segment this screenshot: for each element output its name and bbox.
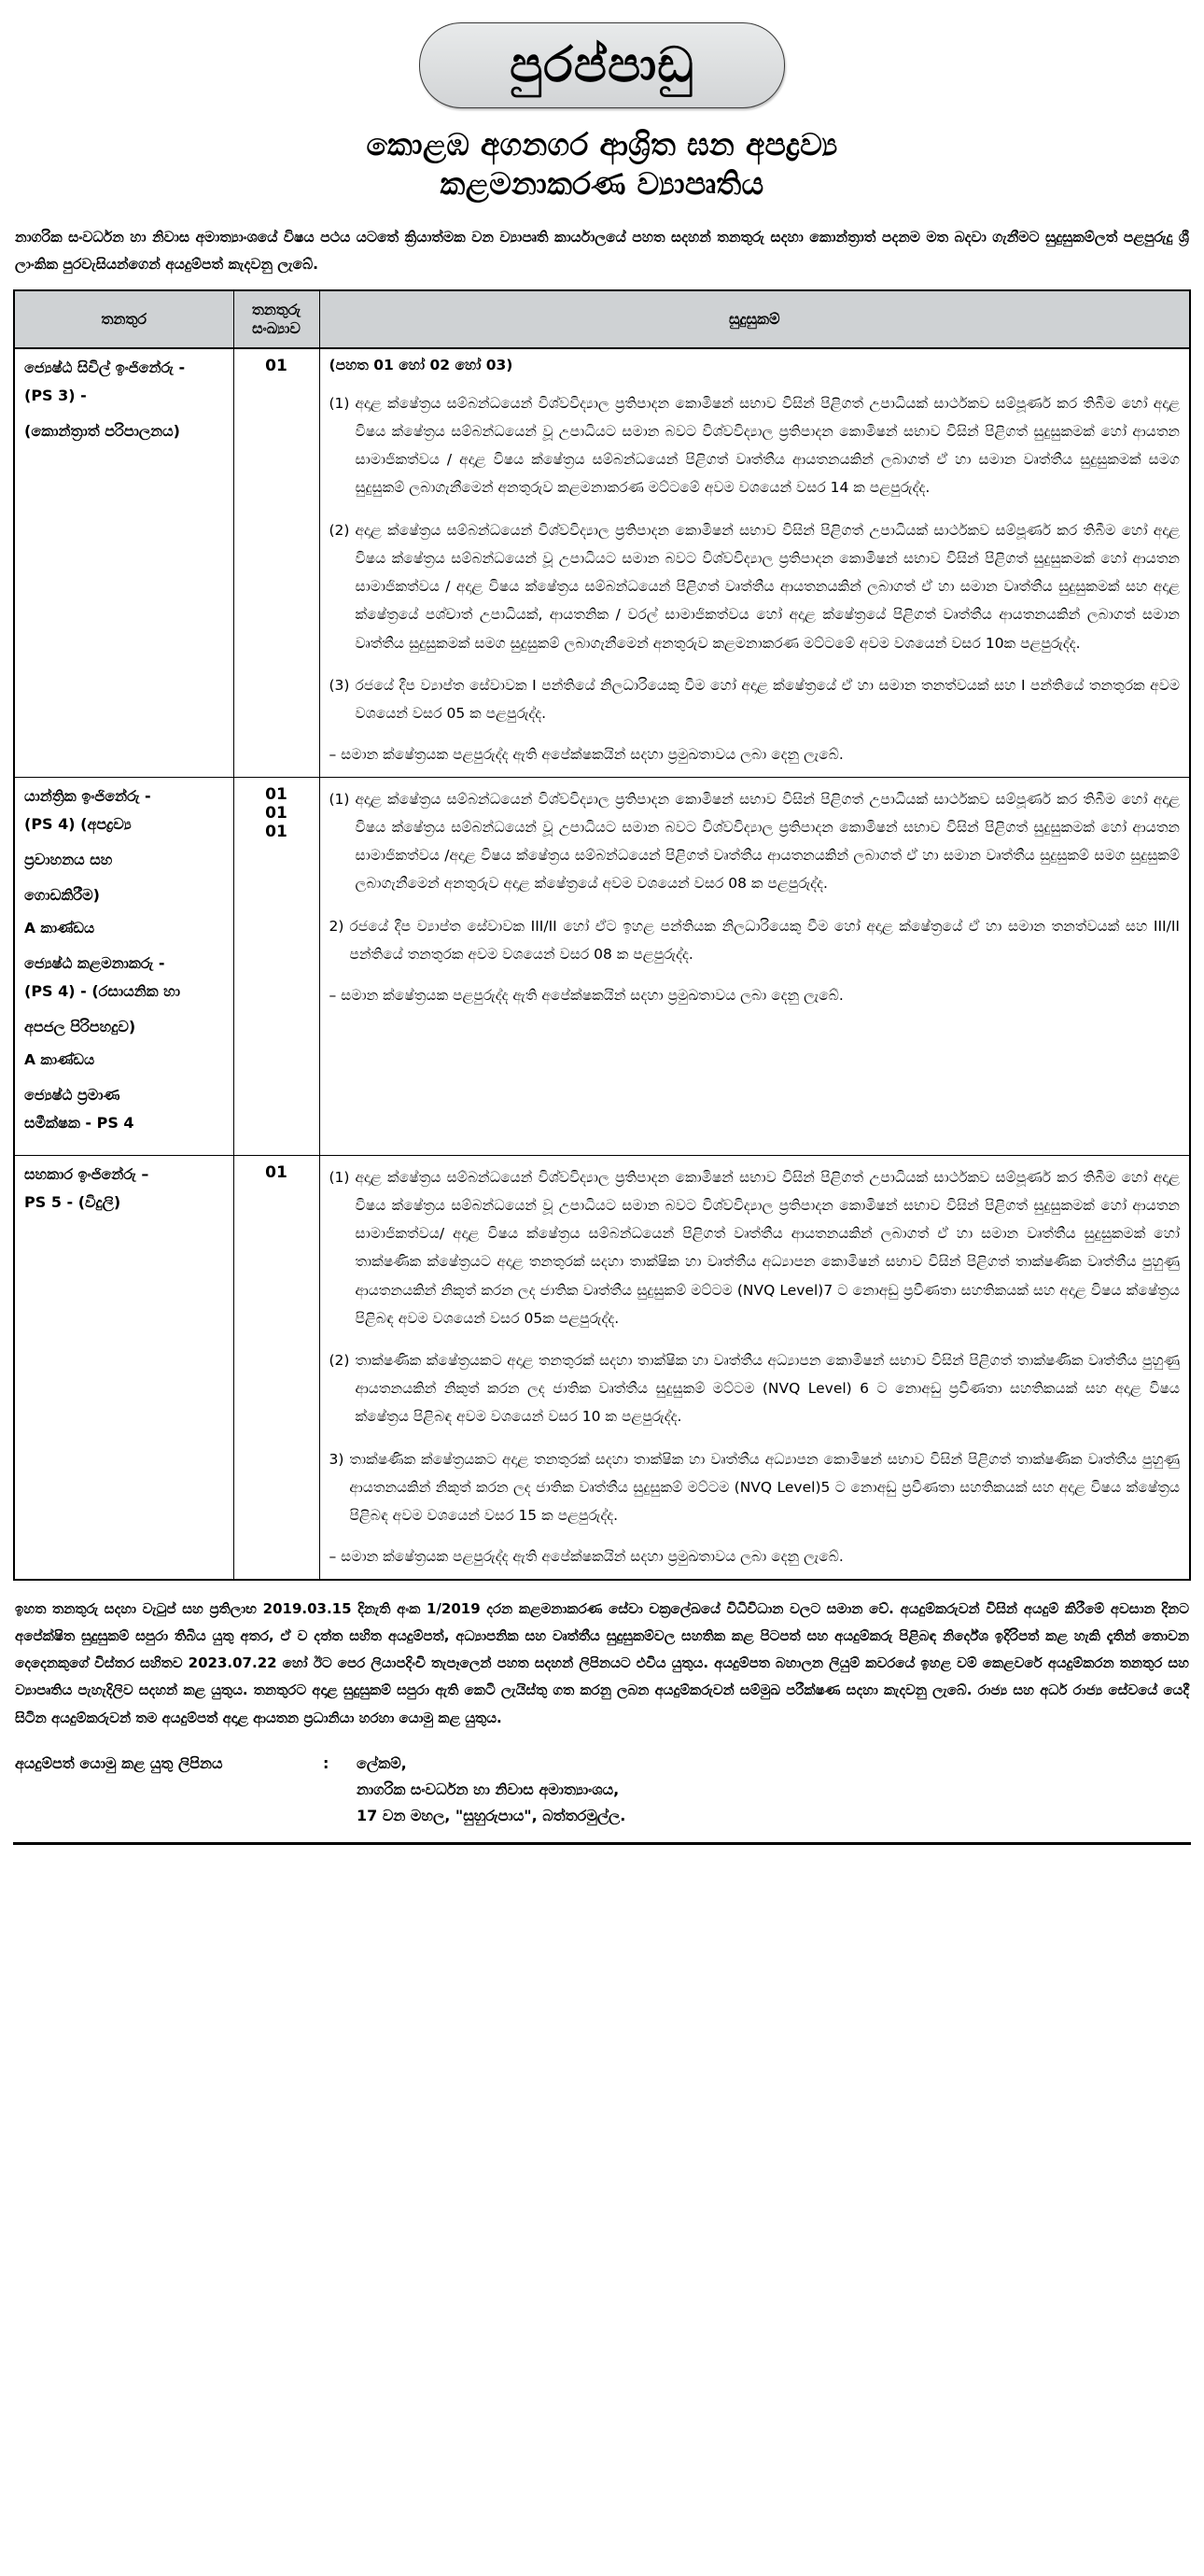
column-header-count-line1: තනතුරු: [251, 300, 301, 318]
post-grade: A කාණ්ඩය: [24, 1050, 95, 1068]
post-count-1: 01: [265, 784, 287, 804]
qualification-text: තාක්ෂණික ක්ෂේත්‍රයකට අදාළ තනතුරක් සදහා තාක්ෂික හා වෘත්තීය අධ්‍යාපන කොමිෂන් සභාව විසින් පිළිගත් තාක්ෂණික වෘත්තීය පුහුණු ආයතනයකින් නිකුත් කරන ලද ජාතික වෘත්තීය සුදුසුකම් මට්ටම (NVQ Level) 6 ට නොඅඩු ප්‍රවීණතා සහතිකයක් සහ අදාළ විෂය ක්ෂේත්‍රය පිළිබඳ අවම වශයෙන් වසර 10 ක පළපුරුද්ද.: [355, 1351, 1180, 1426]
post-count-2: 01: [265, 803, 287, 823]
post-title: සහකාර ඉංජිනේරු –: [24, 1164, 149, 1183]
qualification-text: රජයේ දීප ව්‍යාප්ත සේවාවක I පන්තියේ නිලධාරියෙකු වීම හෝ අදාළ ක්ෂේත්‍රයේ ඒ හා සමාන තනත්වයක් සහ I පන්තියේ තනතුරක අවම වශයෙන් වසර 05 ක පළපුරුද්ද.: [355, 676, 1180, 722]
application-deadline-date: 2023.07.22: [188, 1654, 277, 1672]
qualification-note: – සමාන ක්ෂේත්‍රයක පළපුරුද්ද ඇති අපේක්ෂකයින් සදහා ප්‍රමුඛතාවය ලබා දෙනු ලැබේ.: [329, 746, 844, 764]
post-cell: [14, 777, 233, 1155]
post-subtitle-1: (PS 3) -: [24, 386, 87, 404]
table-body: [14, 348, 1190, 1580]
qualification-text: අදාළ ක්ෂේත්‍රය සම්බන්ධයෙන් විශ්වවිද්‍යාල ප්‍රතිපාදන කොමිෂන් සභාව විසින් පිළිගත් උපාධියක් සාර්ථකව සම්පූර්ණ කර තිබීම හෝ අදාළ විෂය ක්ෂේත්‍රය සම්බන්ධයෙන් වූ උපාධියට සමාන බවට විශ්වවිද්‍යාල ප්‍රතිපාදන කොමිෂන් සභාව විසින් පිළිගත් සුදුසුකමක් හෝ ආයතන සාමාජිකත්වය / අදාළ විෂය ක්ෂේත්‍රය සම්බන්ධයෙන් පිළිගත් වෘත්තීය ආයතනයකින් ලබාගත් ඒ හා සමාන වෘත්තීය සුදුසුකමක් සමග සුදුසුකම් ලබාගැනීමෙන් අනතුරුව කළමනාකරණ මට්ටමේ අවම වශයෙන් වසර 14 ක පළපුරුද්ද.: [355, 394, 1180, 497]
qualification-item: [329, 1445, 1181, 1530]
post-count-3: 01: [265, 822, 287, 841]
qualification-marker: 2): [329, 917, 344, 935]
post-subtitle-1: සමීක්ෂක - PS 4: [24, 1113, 134, 1132]
post-count-cell: 01: [233, 1155, 319, 1580]
post-title: ජ්‍යෙෂ්ඨ ප්‍රමාණ: [24, 1085, 120, 1104]
instructions-part-3: තනතුරට අදාළ සුදුසුකම් සපුරා ඇති කෙටි ලැයිස්තු ගත කරනු ලබන අයදුම්කරුවන් සම්මුඛ පරීක්ෂණ සදහා කැදවනු ලැබේ. රාජ්‍ය සහ අර්ධ රාජ්‍ය සේවයේ යෙදී සිටින අයදුම්කරුවන් තම අයදුම්පත් අදාළ ආයතන ප්‍රධානියා හරහා යොමු කළ යුතුය.: [15, 1682, 1189, 1726]
post-subtitle-3: ගොඩකිරීම): [24, 885, 100, 904]
qualification-marker: (1): [329, 790, 350, 808]
qualification-text: තාක්ෂණික ක්ෂේත්‍රයකට අදාළ තනතුරක් සදහා තාක්ෂික හා වෘත්තීය අධ්‍යාපන කොමිෂන් සභාව විසින් පිළිගත් තාක්ෂණික වෘත්තීය පුහුණු ආයතනයකින් නිකුත් කරන ලද ජාතික වෘත්තීය සුදුසුකම් මට්ටම (NVQ Level)5 ට නොඅඩු ප්‍රවීණතා සහතිකයක් සහ අදාළ විෂය ක්ෂේත්‍රය පිළිබඳ අවම වශයෙන් වසර 15 ක පළපුරුද්ද.: [349, 1450, 1180, 1525]
address-lines: [357, 1751, 1189, 1829]
qualification-item: [329, 389, 1181, 502]
column-header-qualifications: සුදුසුකම්: [319, 290, 1190, 348]
post-subtitle-1: (PS 4) (අපද්‍රව්‍ය: [24, 814, 132, 833]
qualification-text: රජයේ දීප ව්‍යාප්ත සේවාවක III/II හෝ ඒට ඉහළ පන්තියක නිලධාරියෙකු වීම හෝ අදාළ ක්ෂේත්‍රයේ ඒ හා සමාන තනත්වයක් සහ III/II පන්තියේ තනතුරක අවම වශයෙන් වසර 08 ක පළපුරුද්ද.: [349, 917, 1180, 963]
qualification-marker: (2): [329, 521, 350, 539]
column-header-count-line2: සංඛ්‍යාව: [252, 318, 301, 337]
vacancy-table: [13, 289, 1191, 1581]
address-line-2: නාගරික සංවර්ධන හා නිවාස අමාත්‍යාංශය,: [357, 1780, 620, 1798]
banner-title: පුරප්පාඩු: [510, 37, 694, 93]
address-line-3: 17 වන මහල, "සුහුරුපාය", බත්තරමුල්ල.: [357, 1806, 626, 1824]
instructions-emphasis: අයදුම්පත බහාලන ලියුම් කවරයේ ඉහළ වම් කෙළවරේ අයදුම්කරන තනතුර සහ ව්‍යාපෘතිය පැහැදිලිව සදහන් කළ යුතුය.: [15, 1654, 1189, 1699]
post-grade: A කාණ්ඩය: [24, 919, 95, 936]
qualification-marker: (3): [329, 676, 350, 694]
table-row: [14, 348, 1190, 777]
project-title-block: [13, 125, 1191, 204]
qualification-marker: (2): [329, 1351, 350, 1369]
post-cell: [14, 1155, 233, 1580]
post-title: ජ්‍යෙෂ්ඨ කළමනාකරු -: [24, 953, 165, 972]
banner-container: [13, 0, 1191, 108]
bottom-divider: [13, 1842, 1191, 1845]
column-header-post: තනතුර: [14, 290, 233, 348]
project-title-line-1: කොළඹ අගනගර ආශ්‍රිත ඝන අපද්‍රව්‍ය: [366, 126, 838, 162]
post-count-cell: 01: [233, 348, 319, 777]
post-title: යාන්ත්‍රික ඉංජිනේරු -: [24, 786, 151, 805]
qualification-marker: 3): [329, 1450, 344, 1468]
post-cell: [14, 348, 233, 777]
post-subtitle-2: ප්‍රවාහනය සහ: [24, 850, 113, 868]
qualification-marker: (1): [329, 394, 350, 412]
qualifications-cell: [319, 1155, 1190, 1580]
post-subtitle-2: (කොන්ත්‍රාත් පරිපාලනය): [24, 421, 180, 440]
qualification-item: [329, 1163, 1181, 1332]
qualification-item: [329, 516, 1181, 657]
address-colon: :: [323, 1753, 329, 1772]
qualification-note: – සමාන ක්ෂේත්‍රයක පළපුරුද්ද ඇති අපේක්ෂකයින් සදහා ප්‍රමුඛතාවය ලබා දෙනු ලැබේ.: [329, 1548, 844, 1566]
address-line-1: ලේකම්,: [357, 1753, 407, 1772]
qualifications-cell: [319, 777, 1190, 1155]
qualification-text: අදාළ ක්ෂේත්‍රය සම්බන්ධයෙන් විශ්වවිද්‍යාල ප්‍රතිපාදන කොමිෂන් සභාව විසින් පිළිගත් උපාධියක් සාර්ථකව සම්පූර්ණ කර තිබීම හෝ අදාළ විෂය ක්ෂේත්‍රය සම්බන්ධයෙන් වූ උපාධියට සමාන බවට විශ්වවිද්‍යාල ප්‍රතිපාදන කොමිෂන් සභාව විසින් පිළිගත් සුදුසුකමක් හෝ ආයතන සාමාජිකත්වය / අදාළ විෂය ක්ෂේත්‍රය සම්බන්ධයෙන් පිළිගත් වෘත්තීය ආයතනයකින් ලබාගත් ඒ හා සමාන වෘත්තීය සුදුසුකමක් සහ අදාළ ක්ෂේත්‍රයේ පශ්චාත් උපාධියක්, ආයතනික / වරල් සාමාජිකත්වය හෝ අදාළ ක්ෂේත්‍රයේ පිළිගත් වෘත්තීය ආයතනයකින් ලබාගත් සමාන වෘත්තීය සුදුසුකමක් සමග සුදුසුකම් ලබාගැනීමෙන් අනතුරුව කළමනාකරණ මට්ටමේ අවම වශයෙන් වසර 10ක පළපුරුද්ද.: [355, 521, 1180, 652]
qualification-note: – සමාන ක්ෂේත්‍රයක පළපුරුද්ද ඇති අපේක්ෂකයින් සදහා ප්‍රමුඛතාවය ලබා දෙනු ලැබේ.: [329, 986, 844, 1004]
address-label: අයදුම්පත් යොමු කළ යුතු ලිපිනය: [15, 1753, 223, 1772]
qualification-text: අදාළ ක්ෂේත්‍රය සම්බන්ධයෙන් විශ්වවිද්‍යාල ප්‍රතිපාදන කොමිෂන් සභාව විසින් පිළිගත් උපාධියක් සාර්ථකව සම්පූර්ණ කර තිබීම හෝ අදාළ විෂය ක්ෂේත්‍රය සම්බන්ධයෙන් වූ උපාධියට සමාන බවට විශ්වවිද්‍යාල ප්‍රතිපාදන කොමිෂන් සභාව විසින් පිළිගත් සුදුසුකමක් හෝ ආයතන සාමාජිකත්වය/ අදාළ විෂය ක්ෂේත්‍රය සම්බන්ධයෙන් පිළිගත් වෘත්තීය ආයතනයකින් ලබාගත් ඒ හා සමාන වෘත්තීය සුදුසුකමක් හෝ තාක්ෂණික ක්ෂේත්‍රයට අදාළ තනතුරක් සදහා තාක්ෂික හා වෘත්තීය අධ්‍යාපන කොමිෂන් සභාව විසින් පිළිගත් තාක්ෂණික වෘත්තීය පුහුණු ආයතනයකින් නිකුත් කරන ලද ජාතික වෘත්තීය සුදුසුකම් මට්ටම (NVQ Level)7 ට නොඅඩු ප්‍රවීණතා සහතිකයක් සහ අදාළ විෂය ක්ෂේත්‍රය පිළිබඳ අවම වශයෙන් වසර 05ක පළපුරුද්ද.: [355, 1168, 1180, 1327]
column-header-count: [233, 290, 319, 348]
qualifications-cell: [319, 348, 1190, 777]
qualification-text: අදාළ ක්ෂේත්‍රය සම්බන්ධයෙන් විශ්වවිද්‍යාල ප්‍රතිපාදන කොමිෂන් සභාව විසින් පිළිගත් උපාධියක් සාර්ථකව සම්පූර්ණ කර තිබීම හෝ අදාළ විෂය ක්ෂේත්‍රය සම්බන්ධයෙන් වූ උපාධියට සමාන බවට විශ්වවිද්‍යාල ප්‍රතිපාදන කොමිෂන් සභාව විසින් පිළිගත් සුදුසුකමක් හෝ ආයතන සාමාජිකත්වය /අදාළ විෂය ක්ෂේත්‍රය සම්බන්ධයෙන් පිළිගත් වෘත්තීය ආයතනයකින් ලබාගත් ඒ හා සමාන වෘත්තීය සුදුසුකම් සමග සුදුසුකම් ලබාගැනීමෙන් අනතුරුව අදාළ ක්ෂේත්‍රයේ අවම වශයෙන් වසර 08 ක පළපුරුද්ද.: [355, 790, 1180, 893]
project-title-line-2: කළමනාකරණ ව්‍යාපෘතිය: [440, 165, 764, 203]
qualification-heading: (පහත 01 හෝ 02 හෝ 03): [329, 356, 513, 373]
table-header-row: [14, 290, 1190, 348]
post-subtitle-1: PS 5 - (විදුලි): [24, 1192, 121, 1211]
post-count-stack: [244, 785, 310, 841]
post-subtitle-1: (PS 4) - (රසායනික හා: [24, 981, 181, 1000]
qualification-item: [329, 671, 1181, 727]
qualification-item: [329, 1346, 1181, 1431]
post-count-cell: [233, 777, 319, 1155]
instructions-part-2: හෝ ඊට පෙර ලියාපදිංචි තැපෑලෙන් පහත සදහන් ලිපිනයට එවිය යුතුය.: [276, 1654, 715, 1672]
post-subtitle-2: අපජල පිරිපහදුව): [24, 1017, 136, 1035]
vacancies-banner: [419, 22, 785, 108]
instructions-part-1: ඉහත තනතුරු සදහා වැටුප් සහ ප්‍රතිලාභ 2019.03.15 දිනැති අංක 1/2019 දරන කළමනාකරණ සේවා චක්‍රලේඛයේ විධිවිධාන වලට සමාන වේ. අයදුම්කරුවන් විසින් අයදුම් කිරීමේ අවසාන දිනට අපේක්ෂිත සුදුසුකම් සපුරා තිබිය යුතු අතර, ඒ ව දත්ත සහිත අයදුම්පත්, අධ්‍යාපනික සහ වෘත්තීය සුදුසුකම්වල සහතික කළ පිටපත් සහ අයදුම්කරු පිළිබඳ නිර්දේශ ඉදිරිපත් කළ හැකි දෑතින් තොවන දෙදෙනකුගේ විස්තර සහිතව: [15, 1599, 1189, 1672]
submission-address-block: [15, 1751, 1189, 1829]
qualification-item: [329, 785, 1181, 898]
intro-paragraph: නාගරික සංවර්ධන හා නිවාස අමාත්‍යාංශයේ විෂය පථය යටතේ ක්‍රියාත්මක වන ව්‍යාපෘති කාර්යාලයේ පහත සදහන් තනතුරු සදහා කොන්ත්‍රාත් පදනම මත බදවා ගැනීමට සුදුසුකම්ලත් පළපුරුදු ශ්‍රී ලාංකික පුරවැසියන්ගෙන් අයදුම්පත් කැදවනු ලැබේ.: [15, 229, 1189, 274]
post-title: ජ්‍යෙෂ්ඨ සිවිල් ඉංජිනේරු -: [24, 358, 186, 376]
application-instructions-paragraph: [15, 1596, 1189, 1732]
table-row: [14, 1155, 1190, 1580]
qualification-marker: (1): [329, 1168, 350, 1186]
table-row: [14, 777, 1190, 1155]
qualification-item: [329, 912, 1181, 968]
table-header: [14, 290, 1190, 348]
